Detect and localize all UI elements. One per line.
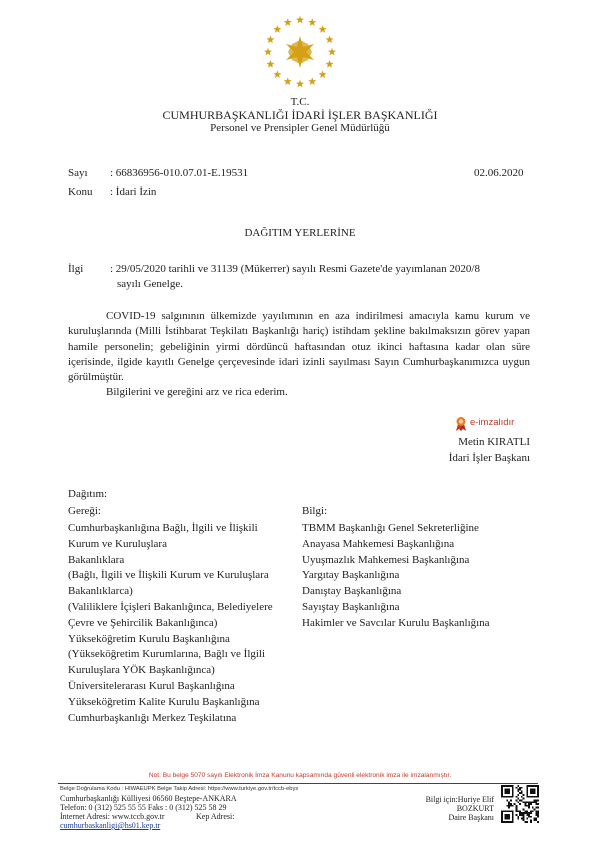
- list-item: Çevre ve Şehircilik Bakanlığınca): [68, 616, 218, 629]
- distribution-title: Dağıtım:: [68, 488, 108, 500]
- e-signature-ribbon-icon: [455, 416, 467, 431]
- addressee: DAĞITIM YERLERİNE: [244, 227, 356, 239]
- geregi-title: Gereği:: [68, 505, 101, 517]
- list-item: Sayıştay Başkanlığına: [302, 600, 400, 613]
- list-item: Kuruluşlara YÖK Başkanlığınca): [68, 664, 215, 677]
- contact-person: Bilgi için:Huriye Elif: [425, 795, 494, 804]
- contact-surname: BOZKURT: [456, 804, 494, 813]
- list-item: Yargıtay Başkanlığına: [302, 569, 400, 582]
- e-signed-badge: e-imzalıdır: [470, 417, 515, 428]
- header-department: Personel ve Prensipler Genel Müdürlüğü: [210, 122, 390, 134]
- signer-title: İdari İşler Başkanı: [448, 452, 530, 464]
- geregi-list: [68, 521, 273, 726]
- footer-kep-label: Kep Adresi:: [196, 812, 235, 821]
- list-item: Cumhurbaşkanlığına Bağlı, İlgili ve İlişkili: [68, 522, 258, 534]
- list-item: Bakanlıklarca): [68, 585, 133, 598]
- e-signature-note: Not: Bu belge 5070 sayılı Elektronik İmza Kanunu kapsamında güvenli elektronik imza ile imzalanmıştır.: [148, 772, 452, 779]
- list-item: (Valiliklere İçişleri Bakanlığınca, Belediyelere: [68, 600, 273, 613]
- list-item: (Yükseköğretim Kurumlarına, Bağlı ve İlgili: [68, 648, 266, 661]
- list-item: Üniversitelerarası Kurul Başkanlığına: [68, 679, 235, 692]
- body-paragraph: COVID-19 salgınının ülkemizde yayılımının en aza indirilmesi amacıyla kamu kurum ve kuruluşlarında (Milli İstihbarat Teşkilatı Başkanlığı hariç) istihdam şekline bakılmaksızın görev yapan hamile personelin; gebeliğinin yirmi dördüncü haftasından otuz ikinci haftasına kadar olan süre içerisinde, ilgide kayıtlı Genelge çerçevesinde idari izinli sayılması Sayın Cumhurbaşkanımızca uygun görülmüştür.: [68, 310, 530, 384]
- verification-code-line: Belge Doğrulama Kodu : HIWAEUPK Belge Takip Adresi: https://www.turkiye.gov.tr/tccb-ebys: [60, 786, 299, 792]
- footer-web-address[interactable]: İnternet Adresi: www.tccb.gov.tr: [60, 812, 165, 821]
- ilgi-line1: : 29/05/2020 tarihli ve 31139 (Mükerrer) sayılı Resmi Gazete'de yayımlanan 2020/8: [110, 263, 480, 275]
- signer-name: Metin KIRATLI: [458, 436, 530, 448]
- list-item: Cumhurbaşkanlığı Merkez Teşkilatına: [68, 711, 237, 724]
- contact-title: Daire Başkanı: [448, 813, 494, 822]
- qr-code-icon: [501, 785, 539, 823]
- konu-label: Konu: [68, 186, 93, 198]
- letter-body: [68, 309, 530, 401]
- closing-paragraph: Bilgilerini ve gereğini arz ve rica ederim.: [106, 386, 288, 399]
- list-item: Yükseköğretim Kalite Kurulu Başkanlığına: [68, 695, 260, 708]
- bilgi-list: [302, 521, 490, 632]
- sayi-value: : 66836956-010.07.01-E.19531: [110, 167, 249, 179]
- sayi-label: Sayı: [68, 167, 88, 179]
- footer-address: Cumhurbaşkanlığı Külliyesi 06560 Beştepe-ANKARA: [60, 794, 237, 803]
- list-item: Kurum ve Kuruluşlara: [68, 537, 167, 550]
- list-item: TBMM Başkanlığı Genel Sekreterliğine: [302, 522, 479, 534]
- header-institution: CUMHURBAŞKANLIĞI İDARİ İŞLER BAŞKANLIĞI: [162, 108, 438, 122]
- list-item: Hakimler ve Savcılar Kurulu Başkanlığına: [302, 616, 490, 629]
- header-tc: T.C.: [290, 96, 310, 108]
- list-item: Uyuşmazlık Mahkemesi Başkanlığına: [302, 553, 470, 566]
- document-date: 02.06.2020: [474, 167, 524, 179]
- list-item: (Bağlı, İlgili ve İlişkili Kurum ve Kuruluşlara: [68, 569, 269, 582]
- list-item: Anayasa Mahkemesi Başkanlığına: [302, 537, 455, 550]
- kep-address-link[interactable]: cumhurbaskanligi@hs01.kep.tr: [60, 821, 161, 830]
- list-item: Yükseköğretim Kurulu Başkanlığına: [68, 632, 230, 645]
- list-item: Danıştay Başkanlığına: [302, 585, 402, 598]
- ilgi-label: İlgi: [68, 263, 84, 275]
- bilgi-title: Bilgi:: [302, 505, 328, 517]
- footer-phone: Telefon: 0 (312) 525 55 55 Faks : 0 (312) 525 58 29: [60, 803, 227, 812]
- footer-divider: [58, 783, 538, 784]
- ilgi-line2: sayılı Genelge.: [117, 278, 183, 290]
- konu-value: : İdari İzin: [110, 186, 157, 198]
- presidential-emblem-icon: [262, 14, 338, 90]
- list-item: Bakanlıklara: [68, 553, 125, 566]
